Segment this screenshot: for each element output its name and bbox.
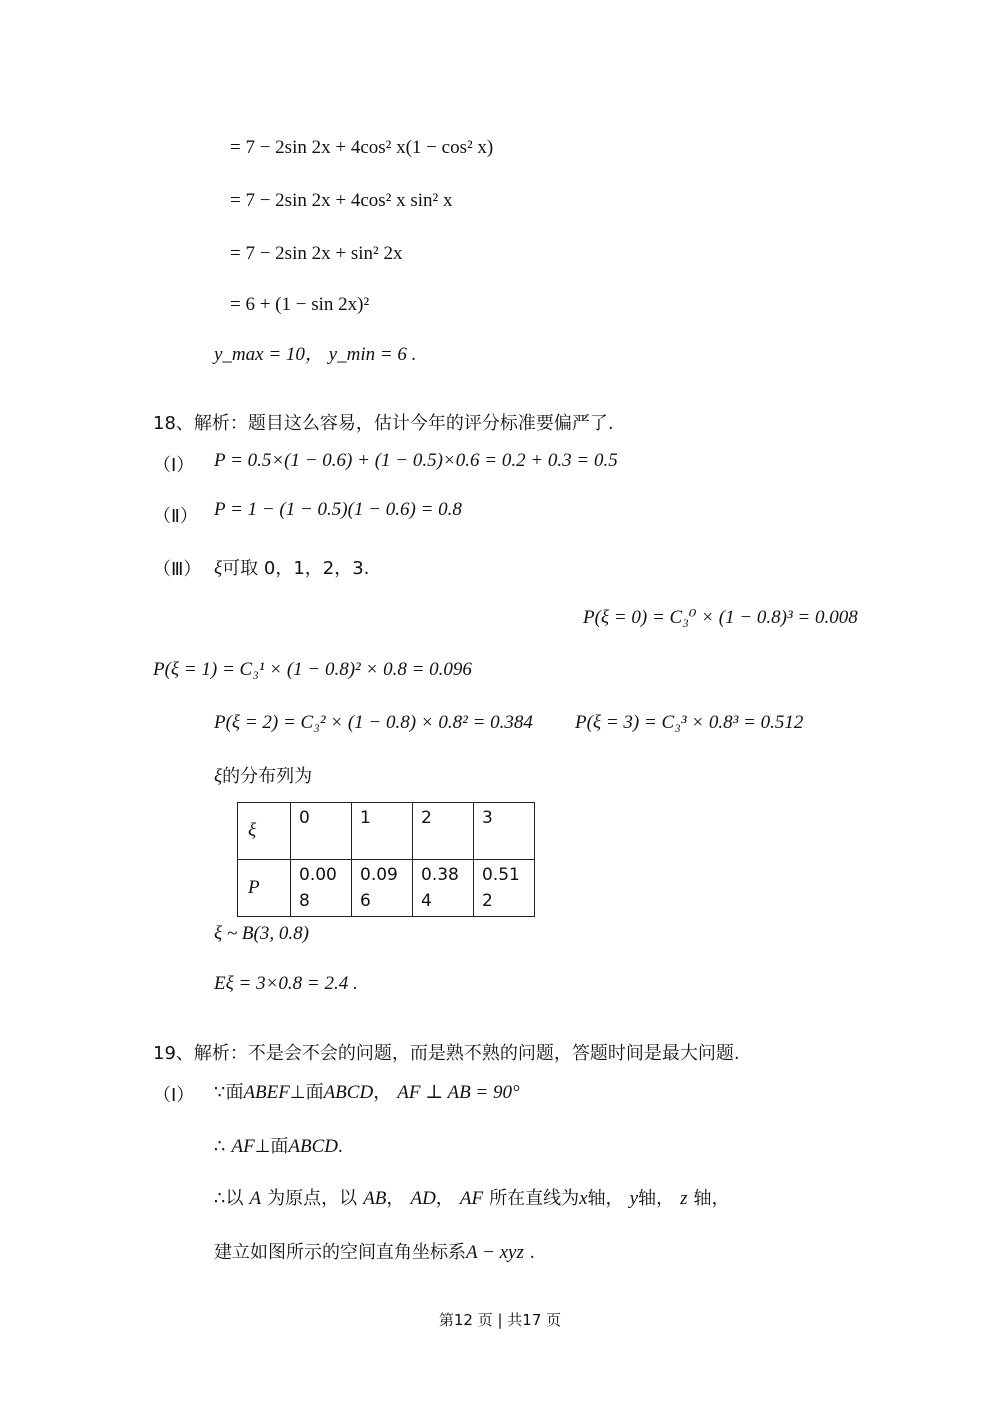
q19-l2-period: .	[338, 1136, 343, 1157]
q19-l3-a: A	[249, 1188, 262, 1209]
q19-line-2	[214, 1134, 343, 1159]
table-cell: 0.09 6	[352, 860, 413, 917]
q18-expectation: Eξ = 3×0.8 = 2.4 .	[214, 973, 358, 994]
q18-part1-label: （Ⅰ）	[153, 455, 195, 476]
q19-l3-axis: 轴，	[587, 1188, 624, 1209]
equation-line-1: = 7 − 2sin 2x + 4cos² x(1 − cos² x)	[230, 137, 494, 158]
table-cell: 2	[413, 803, 474, 860]
q18-binomial: ξ ~ B(3, 0.8)	[214, 923, 309, 944]
q18-part3-text: 可取 0，1，2，3.	[222, 558, 370, 579]
equation-line-3: = 7 − 2sin 2x + sin² 2x	[230, 243, 403, 264]
q19-part1-label: （Ⅰ）	[153, 1085, 195, 1106]
table-cell: 0	[291, 803, 352, 860]
q18-part3-line	[214, 556, 369, 581]
q19-l1-angle: AF ⊥ AB = 90°	[397, 1082, 520, 1103]
q19-l3-af: AF	[459, 1188, 484, 1209]
q18-dist-text: 的分布列为	[222, 766, 313, 787]
q19-l3-y: y	[629, 1188, 639, 1209]
page-footer: 第12 页 | 共17 页	[438, 1311, 562, 1329]
table-cell: 0.00 8	[291, 860, 352, 917]
xi-symbol: ξ	[214, 558, 223, 579]
table-cell: 0.38 4	[413, 860, 474, 917]
q19-l3-sep: ，	[435, 1188, 454, 1209]
q19-l3-x: x	[579, 1188, 588, 1209]
q19-l4-text: 建立如图所示的空间直角坐标系	[214, 1242, 466, 1263]
q19-l4-period: .	[529, 1242, 535, 1263]
q19-l3-text: ∴以	[214, 1188, 244, 1209]
table-head-p: P	[238, 860, 291, 917]
q18-part3-label: （Ⅲ）	[153, 559, 202, 580]
q19-l3-lines: 所在直线为	[489, 1188, 580, 1209]
q18-heading: 18、解析：题目这么容易，估计今年的评分标准要偏严了.	[153, 413, 614, 434]
extrema-line: y_max = 10， y_min = 6 .	[214, 344, 417, 365]
equation-line-2: = 7 − 2sin 2x + 4cos² x sin² x	[230, 190, 453, 211]
table-cell: 1	[352, 803, 413, 860]
q19-l1-perp: ⊥面	[289, 1082, 324, 1103]
q19-l3-sep: ，	[386, 1188, 405, 1209]
q19-l2-af: AF	[231, 1136, 255, 1157]
q19-l2-therefore: ∴	[214, 1136, 226, 1157]
q19-heading: 19、解析：不是会不会的问题，而是熟不熟的问题，答题时间是最大问题.	[153, 1043, 740, 1064]
q18-dist-line	[214, 764, 312, 789]
q19-l1-plane1: ABEF	[243, 1082, 290, 1103]
table-row	[238, 860, 535, 917]
q18-part2-equation: P = 1 − (1 − 0.5)(1 − 0.6) = 0.8	[214, 499, 462, 520]
table-row	[238, 803, 535, 860]
equation-line-4: = 6 + (1 − sin 2x)²	[230, 294, 370, 315]
q19-l2-plane: ABCD	[288, 1136, 339, 1157]
table-head-xi: ξ	[238, 803, 291, 860]
q19-line-4	[214, 1240, 535, 1265]
q19-line-1	[214, 1080, 520, 1105]
q19-line-3	[214, 1186, 730, 1211]
distribution-table	[237, 802, 535, 917]
q19-l4-system: A − xyz	[466, 1242, 524, 1263]
q19-l1-text: ∵面	[214, 1082, 244, 1103]
q19-l3-axis: 轴，	[638, 1188, 675, 1209]
table-cell: 3	[474, 803, 535, 860]
q18-p0: P(ξ = 0) = C₃⁰ × (1 − 0.8)³ = 0.008	[583, 607, 858, 628]
xi-symbol-2: ξ	[214, 766, 223, 787]
q19-l2-perp: ⊥面	[254, 1136, 289, 1157]
q19-l3-ab: AB	[363, 1188, 387, 1209]
q18-part2-label: （Ⅱ）	[153, 506, 198, 527]
q19-l1-plane2: ABCD	[323, 1082, 374, 1103]
q19-l1-comma: ，	[373, 1082, 392, 1103]
q18-p1: P(ξ = 1) = C₃¹ × (1 − 0.8)² × 0.8 = 0.096	[153, 659, 472, 680]
q19-l3-z: z	[680, 1188, 688, 1209]
q18-p3: P(ξ = 3) = C₃³ × 0.8³ = 0.512	[575, 712, 804, 733]
q19-l3-axis: 轴，	[693, 1188, 730, 1209]
q18-p2: P(ξ = 2) = C₃² × (1 − 0.8) × 0.8² = 0.384	[214, 712, 533, 733]
q19-l3-ad: AD	[410, 1188, 436, 1209]
table-cell: 0.51 2	[474, 860, 535, 917]
q18-part1-equation: P = 0.5×(1 − 0.6) + (1 − 0.5)×0.6 = 0.2 + 0.3 = 0.5	[214, 450, 618, 471]
q19-l3-origin: 为原点，以	[267, 1188, 358, 1209]
